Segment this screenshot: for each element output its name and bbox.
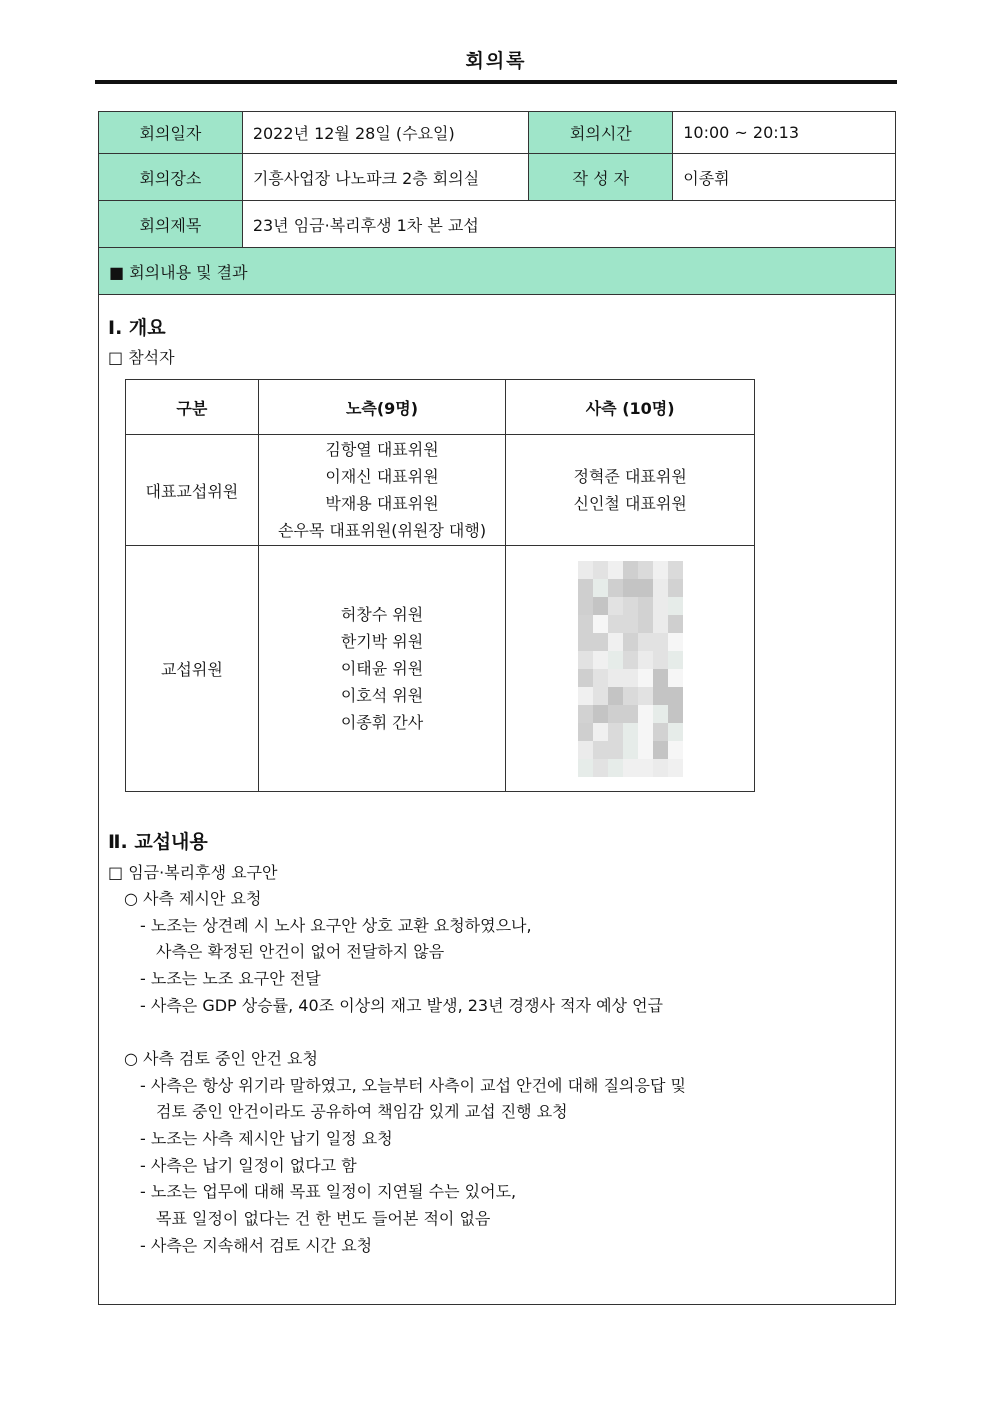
mosaic-cell: [638, 651, 653, 669]
sub1-item: - 사측은 GDP 상승률, 40조 이상의 재고 발생, 23년 경쟁사 적자 예상 언급: [140, 996, 664, 1015]
name-item: 손우목 대표위원(위원장 대행): [277, 521, 487, 540]
time-value: 10:00 ~ 20:13: [673, 112, 896, 154]
mosaic-cell: [638, 687, 653, 705]
mosaic-cell: [578, 687, 593, 705]
section-title-bar: ■ 회의내용 및 결과: [99, 248, 896, 295]
row2-company-redacted: [506, 546, 755, 792]
name-item: 이태윤 위원: [340, 659, 424, 678]
mosaic-cell: [653, 669, 668, 687]
mosaic-cell: [593, 615, 608, 633]
mosaic-cell: [623, 705, 638, 723]
subject-label: 회의제목: [99, 201, 243, 248]
sub1-item: 사측은 확정된 안건이 없어 전달하지 않음: [156, 942, 445, 961]
mosaic-cell: [578, 723, 593, 741]
attendees-label: □ 참석자: [108, 348, 175, 367]
mosaic-cell: [638, 597, 653, 615]
mosaic-cell: [593, 669, 608, 687]
mosaic-cell: [608, 741, 623, 759]
redacted-mosaic: [578, 561, 683, 777]
topic-line: □ 임금·복리후생 요구안: [108, 863, 278, 882]
sub2-heading: ○ 사측 검토 중인 안건 요청: [124, 1049, 318, 1068]
mosaic-cell: [578, 615, 593, 633]
place-label: 회의장소: [99, 154, 243, 201]
mosaic-cell: [623, 687, 638, 705]
mosaic-cell: [623, 723, 638, 741]
mosaic-cell: [623, 615, 638, 633]
mosaic-cell: [668, 561, 683, 579]
mosaic-cell: [653, 579, 668, 597]
mosaic-cell: [593, 633, 608, 651]
row2-category: 교섭위원: [126, 546, 259, 792]
mosaic-cell: [593, 561, 608, 579]
sub2-item: 목표 일정이 없다는 건 한 번도 들어본 적이 없음: [156, 1209, 491, 1228]
mosaic-cell: [578, 633, 593, 651]
mosaic-cell: [593, 741, 608, 759]
mosaic-cell: [578, 651, 593, 669]
mosaic-cell: [668, 633, 683, 651]
section1-heading: Ⅰ. 개요: [108, 317, 166, 339]
mosaic-cell: [623, 579, 638, 597]
sub1-item: - 노조는 노조 요구안 전달: [140, 969, 321, 988]
attendees-table: [125, 379, 755, 792]
document-title: 회의록: [465, 50, 527, 72]
mosaic-cell: [608, 597, 623, 615]
row2-union-names: [258, 546, 506, 792]
writer-value: 이종휘: [673, 154, 896, 201]
mosaic-cell: [638, 759, 653, 777]
subject-value: 23년 임금·복리후생 1차 본 교섭: [242, 201, 895, 248]
mosaic-cell: [623, 741, 638, 759]
name-item: 이호석 위원: [340, 686, 424, 705]
place-value: 기흥사업장 나노파크 2층 회의실: [242, 154, 529, 201]
time-label: 회의시간: [529, 112, 673, 154]
sub2-item: - 사측은 납기 일정이 없다고 함: [140, 1156, 357, 1175]
date-label: 회의일자: [99, 112, 243, 154]
mosaic-cell: [668, 687, 683, 705]
mosaic-cell: [668, 741, 683, 759]
mosaic-cell: [593, 597, 608, 615]
mosaic-cell: [623, 651, 638, 669]
name-item: 한기박 위원: [340, 632, 424, 651]
mosaic-cell: [668, 723, 683, 741]
mosaic-cell: [578, 597, 593, 615]
sub2-item: - 사측은 항상 위기라 말하였고, 오늘부터 사측이 교섭 안건에 대해 질의응답 및: [140, 1076, 686, 1095]
sub1-heading: ○ 사측 제시안 요청: [124, 889, 262, 908]
mosaic-cell: [638, 615, 653, 633]
mosaic-cell: [623, 561, 638, 579]
name-item: 이재신 대표위원: [325, 467, 439, 486]
name-item: 신인철 대표위원: [573, 494, 687, 513]
mosaic-cell: [593, 651, 608, 669]
sub1-item: - 노조는 상견례 시 노사 요구안 상호 교환 요청하였으나,: [140, 916, 532, 935]
mosaic-cell: [638, 723, 653, 741]
mosaic-cell: [608, 759, 623, 777]
mosaic-cell: [653, 741, 668, 759]
mosaic-cell: [638, 579, 653, 597]
writer-label: 작 성 자: [529, 154, 673, 201]
mosaic-cell: [653, 687, 668, 705]
meeting-info-table: [98, 111, 896, 295]
mosaic-cell: [578, 669, 593, 687]
mosaic-cell: [623, 633, 638, 651]
col-union: 노측(9명): [258, 380, 506, 435]
mosaic-cell: [638, 561, 653, 579]
row1-union-names: [258, 435, 506, 546]
mosaic-cell: [668, 669, 683, 687]
mosaic-cell: [653, 705, 668, 723]
mosaic-cell: [608, 723, 623, 741]
sub2-item: 검토 중인 안건이라도 공유하여 책임감 있게 교섭 진행 요청: [156, 1102, 568, 1121]
mosaic-cell: [608, 615, 623, 633]
name-item: 김항열 대표위원: [325, 440, 439, 459]
mosaic-cell: [653, 597, 668, 615]
sub2-item: - 사측은 지속해서 검토 시간 요청: [140, 1236, 373, 1255]
col-company: 사측 (10명): [506, 380, 755, 435]
row1-category: 대표교섭위원: [126, 435, 259, 546]
mosaic-cell: [578, 579, 593, 597]
sub2-item: - 노조는 업무에 대해 목표 일정이 지연될 수는 있어도,: [140, 1182, 517, 1201]
mosaic-cell: [593, 723, 608, 741]
mosaic-cell: [668, 579, 683, 597]
mosaic-cell: [608, 579, 623, 597]
row1-company-names: [506, 435, 755, 546]
mosaic-cell: [653, 633, 668, 651]
mosaic-cell: [668, 759, 683, 777]
name-item: 이종휘 간사: [340, 713, 424, 732]
mosaic-cell: [638, 705, 653, 723]
mosaic-cell: [668, 651, 683, 669]
mosaic-cell: [653, 561, 668, 579]
mosaic-cell: [593, 705, 608, 723]
mosaic-cell: [578, 705, 593, 723]
mosaic-cell: [608, 561, 623, 579]
mosaic-cell: [638, 669, 653, 687]
mosaic-cell: [653, 759, 668, 777]
mosaic-cell: [653, 651, 668, 669]
mosaic-cell: [638, 741, 653, 759]
mosaic-cell: [593, 579, 608, 597]
mosaic-cell: [623, 597, 638, 615]
mosaic-cell: [608, 633, 623, 651]
mosaic-cell: [593, 687, 608, 705]
mosaic-cell: [608, 651, 623, 669]
mosaic-cell: [668, 615, 683, 633]
mosaic-cell: [638, 633, 653, 651]
name-item: 정혁준 대표위원: [573, 467, 687, 486]
mosaic-cell: [623, 669, 638, 687]
mosaic-cell: [593, 759, 608, 777]
mosaic-cell: [578, 759, 593, 777]
name-item: 박재용 대표위원: [325, 494, 439, 513]
mosaic-cell: [668, 705, 683, 723]
mosaic-cell: [653, 723, 668, 741]
mosaic-cell: [668, 597, 683, 615]
mosaic-cell: [578, 741, 593, 759]
sub2-item: - 노조는 사측 제시안 납기 일정 요청: [140, 1129, 393, 1148]
mosaic-cell: [653, 615, 668, 633]
name-item: 허창수 위원: [340, 605, 424, 624]
section2-heading: Ⅱ. 교섭내용: [108, 831, 208, 853]
mosaic-cell: [578, 561, 593, 579]
mosaic-cell: [608, 705, 623, 723]
col-category: 구분: [126, 380, 259, 435]
title-rule: [95, 80, 897, 84]
mosaic-cell: [608, 669, 623, 687]
mosaic-cell: [608, 687, 623, 705]
date-value: 2022년 12월 28일 (수요일): [242, 112, 529, 154]
mosaic-cell: [623, 759, 638, 777]
